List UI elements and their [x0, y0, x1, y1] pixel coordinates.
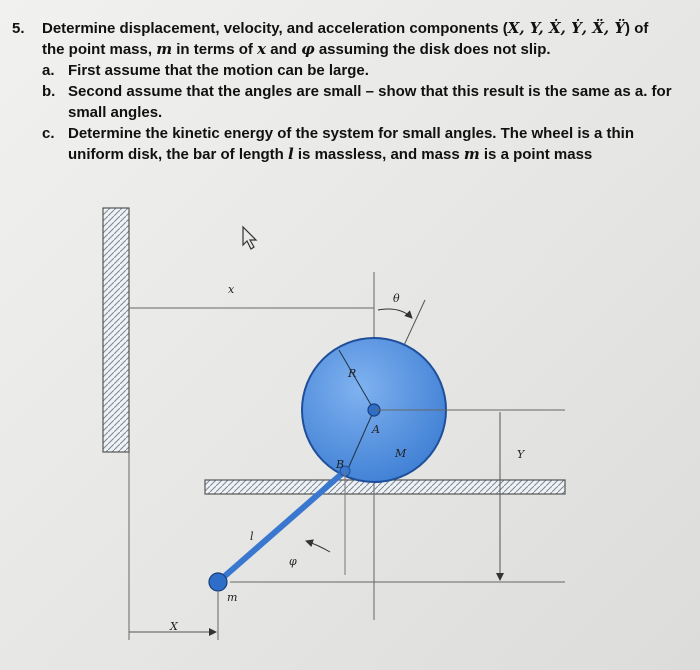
part-a: a. First assume that the motion can be large. [42, 62, 369, 79]
wall [103, 208, 129, 452]
problem-line-2: the point mass, m in terms of x and φ assuming the disk does not slip. [42, 40, 551, 58]
theta-label: θ [393, 292, 400, 305]
phi-label: φ [289, 555, 297, 568]
l-label: l [250, 530, 254, 543]
problem-number: 5. [12, 20, 25, 37]
phi-arc [306, 541, 330, 552]
M-label: M [395, 447, 407, 460]
part-b: b. Second assume that the angles are small – show that this result is the same as a. for small angles. [42, 83, 672, 121]
Y-label: Y [517, 448, 525, 461]
point-mass [209, 573, 227, 591]
B-label: B [336, 458, 345, 471]
problem-intro: Determine displacement, velocity, and acceleration components (X, Y, Ẋ, Ẏ, Ẍ, Ÿ) of [42, 19, 649, 37]
A-label: A [372, 423, 380, 436]
m-label: m [227, 591, 238, 604]
mechanism-diagram [0, 190, 700, 670]
x-label: x [228, 283, 235, 296]
X-label: X [170, 620, 178, 633]
theta-arc [378, 309, 412, 318]
part-c: c. Determine the kinetic energy of the system for small angles. The wheel is a thin uniform disk, the bar of length l is massless, and mass m is a point mass [42, 125, 635, 163]
problem-statement [12, 18, 684, 165]
cursor-icon [243, 227, 256, 249]
R-label: R [348, 367, 357, 380]
components-math: X, Y, Ẋ, Ẏ, Ẍ, Ÿ [507, 19, 626, 37]
